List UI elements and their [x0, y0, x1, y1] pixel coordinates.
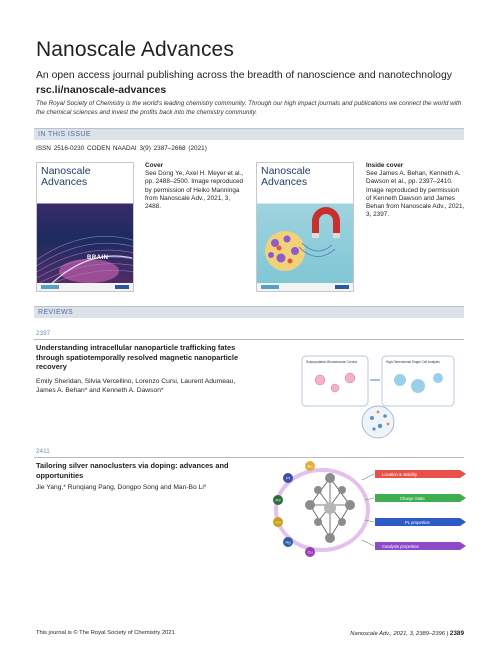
inside-cover-caption	[366, 162, 466, 219]
review-1-graphic	[300, 350, 460, 440]
dopant-cu: Cu	[307, 549, 313, 555]
front-cover-brain-text: BRAIN	[87, 255, 109, 261]
footer-citation-text: Nanoscale Adv., 2021, 3, 2389–2396 |	[350, 631, 449, 637]
dopant-hg: Hg	[285, 539, 291, 545]
front-cover-caption	[145, 162, 245, 211]
front-cover-label: Cover	[145, 162, 164, 169]
inside-cover-artwork	[257, 203, 354, 285]
front-cover-footer	[37, 283, 133, 291]
review-2-label-pl: PL properties	[405, 520, 430, 525]
section-bar-in-this-issue: IN THIS ISSUE	[34, 128, 464, 140]
review-1-graphic-label-right: High Dimensional Single Cell Analysis	[386, 360, 440, 364]
review-2-rule	[34, 457, 464, 458]
review-2-title[interactable]: Tailoring silver nanoclusters via doping: advances and opportunities	[36, 461, 229, 480]
journal-title: Nanoscale Advances	[36, 38, 234, 61]
inside-cover-text: See James A. Behan, Kenneth A. Dawson et al., pp. 2397–2410. Image reproduced by permission of Kenneth Dawson and James Behan from Nanoscale Adv., 2021, 3, 2397.	[366, 170, 465, 219]
review-1-title[interactable]: Understanding intracellular nanoparticle trafficking fates through spatiotemporally resolved magnetic nanoparticle recovery	[36, 343, 239, 371]
review-2-authors: Jie Yang,* Runqiang Pang, Dongpo Song and Man-Bo Li*	[36, 484, 207, 491]
section-bar-reviews: REVIEWS	[34, 306, 464, 318]
footer-page-number: 2389	[449, 630, 464, 637]
review-2-label-catalysis: Catalysis properties	[382, 544, 419, 549]
front-cover-artwork	[37, 203, 134, 292]
inside-cover-label: Inside cover	[366, 162, 404, 169]
review-2-label-location: Location & stability	[382, 472, 417, 477]
review-2-page: 2411	[36, 448, 50, 455]
front-cover-text: See Dong Ye, Axel H. Meyer et al., pp. 2488–2500. Image reproduced by permission of Heiko Manninga from Nanoscale Adv., 2021, 3, 2488.	[145, 170, 244, 211]
inside-cover-image	[256, 162, 354, 292]
dopant-pt: Pt	[286, 475, 290, 481]
dopant-cd: Cd	[275, 519, 281, 525]
footer-copyright: This journal is © The Royal Society of Chemistry 2021	[36, 630, 175, 636]
dopant-au: Au	[307, 463, 313, 469]
inside-cover-footer	[257, 283, 353, 291]
review-2-graphic	[270, 460, 470, 560]
journal-tagline: An open access journal publishing across the breadth of nanoscience and nanotechnology	[36, 70, 452, 81]
journal-url[interactable]: rsc.li/nanoscale-advances	[36, 84, 167, 96]
front-cover-title: Nanoscale Advances	[41, 165, 91, 188]
review-1-page: 2397	[36, 330, 51, 337]
review-1-authors: Emily Sheridan, Silvia Vercellino, Lorenzo Cursi, Laurent Adumeau, James A. Behan* and Kenneth A. Dawson*	[36, 378, 236, 394]
review-2-label-charge: Charge State	[400, 496, 425, 501]
issn-line: ISSN 2516-0230 CODEN NAADAI 3(9) 2387–2668 (2021)	[36, 145, 207, 152]
front-cover-image	[36, 162, 134, 292]
footer-citation	[350, 630, 464, 637]
review-1-rule	[34, 339, 464, 340]
dopant-pd: Pd	[275, 497, 281, 503]
inside-cover-title: Nanoscale Advances	[261, 165, 311, 188]
review-1-graphic-label-left: Subpopulation Biomolecular Corona	[306, 360, 358, 364]
rsc-blurb: The Royal Society of Chemistry is the world's leading chemistry community. Through our high impact journals and publications we connect the world with the chemical sciences and invest the profits back into the chemistry community.	[36, 100, 462, 116]
